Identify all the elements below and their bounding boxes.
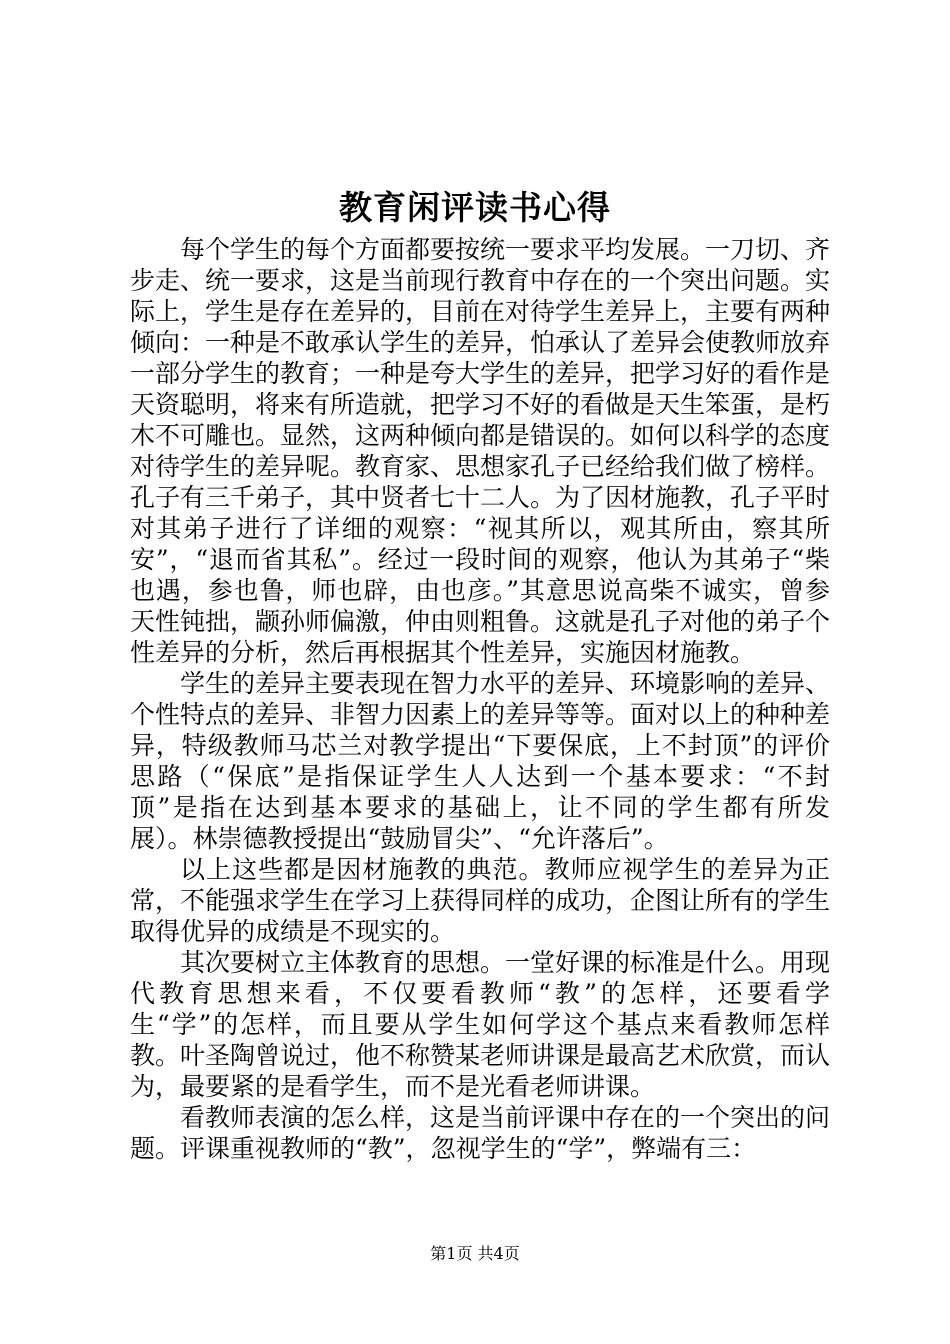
paragraph-2: 学生的差异主要表现在智力水平的差异、环境影响的差异、个性特点的差异、非智力因素上的差异等等。面对以上的种种差异，特级教师马芯兰对教学提出“下要保底，上不封顶”的评价思路（“保底”是指保证学生人人达到一个基本要求：“不封顶”是指在达到基本要求的基础上，让不同的学生都有所发展）。林崇德教授提出“鼓励冒尖”、“允许落后”。 — [130, 669, 831, 853]
paragraph-3: 以上这些都是因材施教的典范。教师应视学生的差异为正常，不能强求学生在学习上获得同样的成功，企图让所有的学生取得优异的成绩是不现实的。 — [130, 855, 831, 946]
document-body — [130, 234, 830, 1164]
page-footer: 第1页 共4页 — [430, 1244, 520, 1263]
paragraph-5: 看教师表演的怎么样，这是当前评课中存在的一个突出的问题。评课重视教师的“教”，忽视学生的“学”，弊端有三： — [130, 1103, 831, 1163]
paragraph-1: 每个学生的每个方面都要按统一要求平均发展。一刀切、齐步走、统一要求，这是当前现行教育中存在的一个突出问题。实际上，学生是存在差异的，目前在对待学生差异上，主要有两种倾向：一种是不敢承认学生的差异，怕承认了差异会使教师放弃一部分学生的教育；一种是夸大学生的差异，把学习好的看作是天资聪明，将来有所造就，把学习不好的看做是天生笨蛋，是朽木不可雕也。显然，这两种倾向都是错误的。如何以科学的态度对待学生的差异呢。教育家、思想家孔子已经给我们做了榜样。孔子有三千弟子，其中贤者七十二人。为了因材施教，孔子平时对其弟子进行了详细的观察：“视其所以，观其所由，察其所安”，“退而省其私”。经过一段时间的观察，他认为其弟子“柴也遇，参也鲁，师也辟，由也彦。”其意思说高柴不诚实，曾参天性钝拙，颛孙师偏激，仲由则粗鲁。这就是孔子对他的弟子个性差异的分析，然后再根据其个性差异，实施因材施教。 — [130, 235, 831, 667]
paragraph-4: 其次要树立主体教育的思想。一堂好课的标准是什么。用现代教育思想来看，不仅要看教师“教”的怎样，还要看学生“学”的怎样，而且要从学生如何学这个基点来看教师怎样教。叶圣陶曾说过，他不称赞某老师讲课是最高艺术欣赏，而认为，最要紧的是看学生，而不是光看老师讲课。 — [130, 948, 831, 1101]
document-title: 教育闲评读书心得 — [339, 188, 611, 227]
